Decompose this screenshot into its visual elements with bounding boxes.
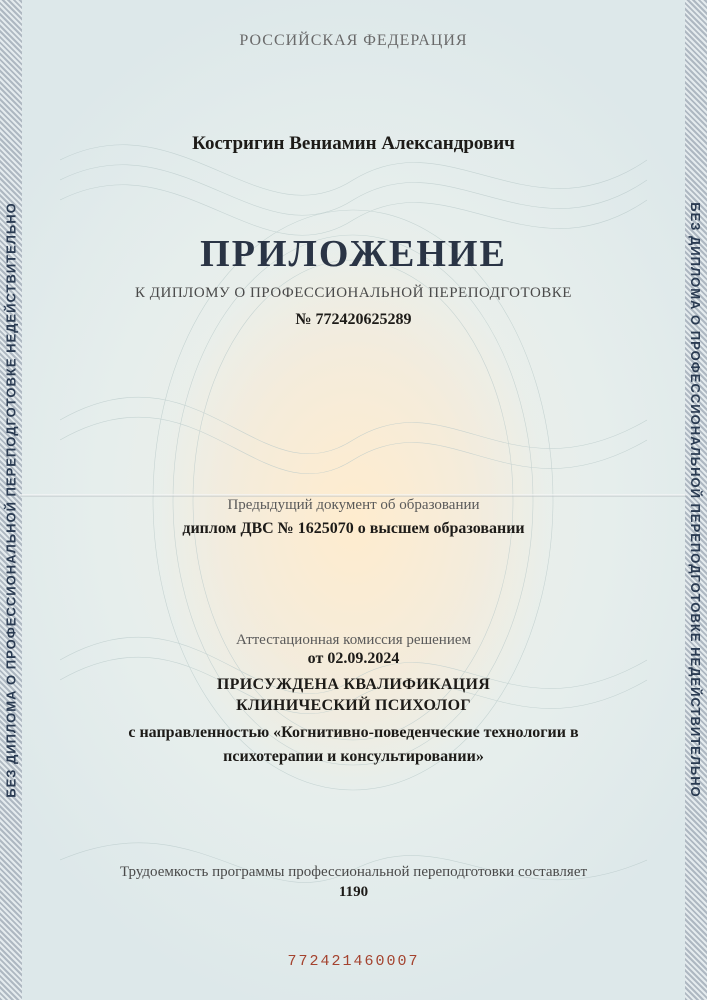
document-subtitle: К ДИПЛОМУ О ПРОФЕССИОНАЛЬНОЙ ПЕРЕПОДГОТОВКЕ	[135, 285, 572, 301]
direction-line-2: психотерапии и консультировании»	[223, 748, 484, 765]
direction-line-1: с направленностью «Когнитивно-поведенческие технологии в	[128, 724, 579, 741]
attestation-date: от 02.09.2024	[307, 650, 400, 667]
qualification-heading: ПРИСУЖДЕНА КВАЛИФИКАЦИЯ	[216, 676, 491, 693]
holder-name: Костригин Вениамин Александрович	[192, 133, 515, 154]
document-title: ПРИЛОЖЕНИЕ	[200, 233, 507, 275]
country-label: РОССИЙСКАЯ ФЕДЕРАЦИЯ	[239, 32, 468, 49]
previous-document-value: диплом ДВС № 1625070 о высшем образовании	[182, 520, 525, 537]
right-border-text: БЕЗ ДИПЛОМА О ПРОФЕССИОНАЛЬНОЙ ПЕРЕПОДГОТОВКЕ НЕДЕЙСТВИТЕЛЬНО	[688, 202, 704, 798]
serial-number: 772421460007	[287, 953, 420, 970]
previous-document-label: Предыдущий документ об образовании	[227, 497, 480, 513]
labor-intensity-label: Трудоемкость программы профессиональной переподготовки составляет	[119, 864, 588, 880]
labor-intensity-value: 1190	[338, 884, 369, 900]
diploma-number: № 772420625289	[295, 311, 412, 328]
left-border-text: БЕЗ ДИПЛОМА О ПРОФЕССИОНАЛЬНОЙ ПЕРЕПОДГОТОВКЕ НЕДЕЙСТВИТЕЛЬНО	[3, 202, 19, 798]
attestation-label: Аттестационная комиссия решением	[235, 632, 472, 648]
qualification-name: КЛИНИЧЕСКИЙ ПСИХОЛОГ	[236, 697, 471, 714]
